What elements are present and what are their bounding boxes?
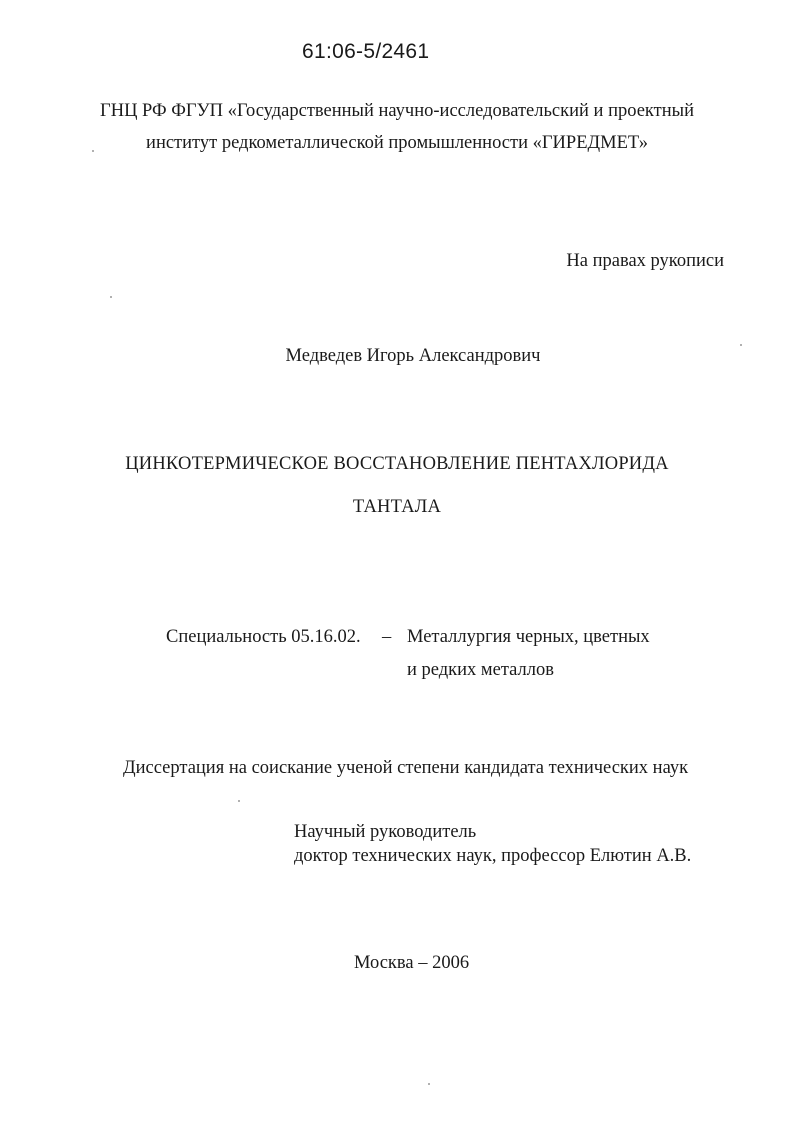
specialty-label: Специальность 05.16.02. xyxy=(166,627,361,647)
specialty-name-line-1: Металлургия черных, цветных xyxy=(407,627,650,647)
supervisor-name: доктор технических наук, профессор Елютин А.В. xyxy=(294,846,692,866)
scan-speck xyxy=(238,800,240,802)
scan-speck xyxy=(110,296,112,298)
specialty-dash: – xyxy=(382,627,392,647)
scan-speck xyxy=(92,150,94,152)
manuscript-rights: На правах рукописи xyxy=(566,251,724,271)
dissertation-statement: Диссертация на соискание ученой степени кандидата технических наук xyxy=(123,758,689,778)
scan-speck xyxy=(740,344,742,346)
institution-line-2: институт редкометаллической промышленности «ГИРЕДМЕТ» xyxy=(146,133,648,153)
scan-speck xyxy=(428,1083,430,1085)
thesis-title-line-1: ЦИНКОТЕРМИЧЕСКОЕ ВОССТАНОВЛЕНИЕ ПЕНТАХЛОРИДА xyxy=(125,454,669,474)
place-year: Москва – 2006 xyxy=(354,953,470,973)
specialty-name-line-2: и редких металлов xyxy=(407,660,554,680)
institution-line-1: ГНЦ РФ ФГУП «Государственный научно-исследовательский и проектный xyxy=(100,101,694,121)
author-name: Медведев Игорь Александрович xyxy=(285,346,541,366)
supervisor-label: Научный руководитель xyxy=(294,822,477,842)
thesis-title-line-2: ТАНТАЛА xyxy=(352,497,442,517)
archive-stamp: 61:06-5/2461 xyxy=(302,40,430,63)
